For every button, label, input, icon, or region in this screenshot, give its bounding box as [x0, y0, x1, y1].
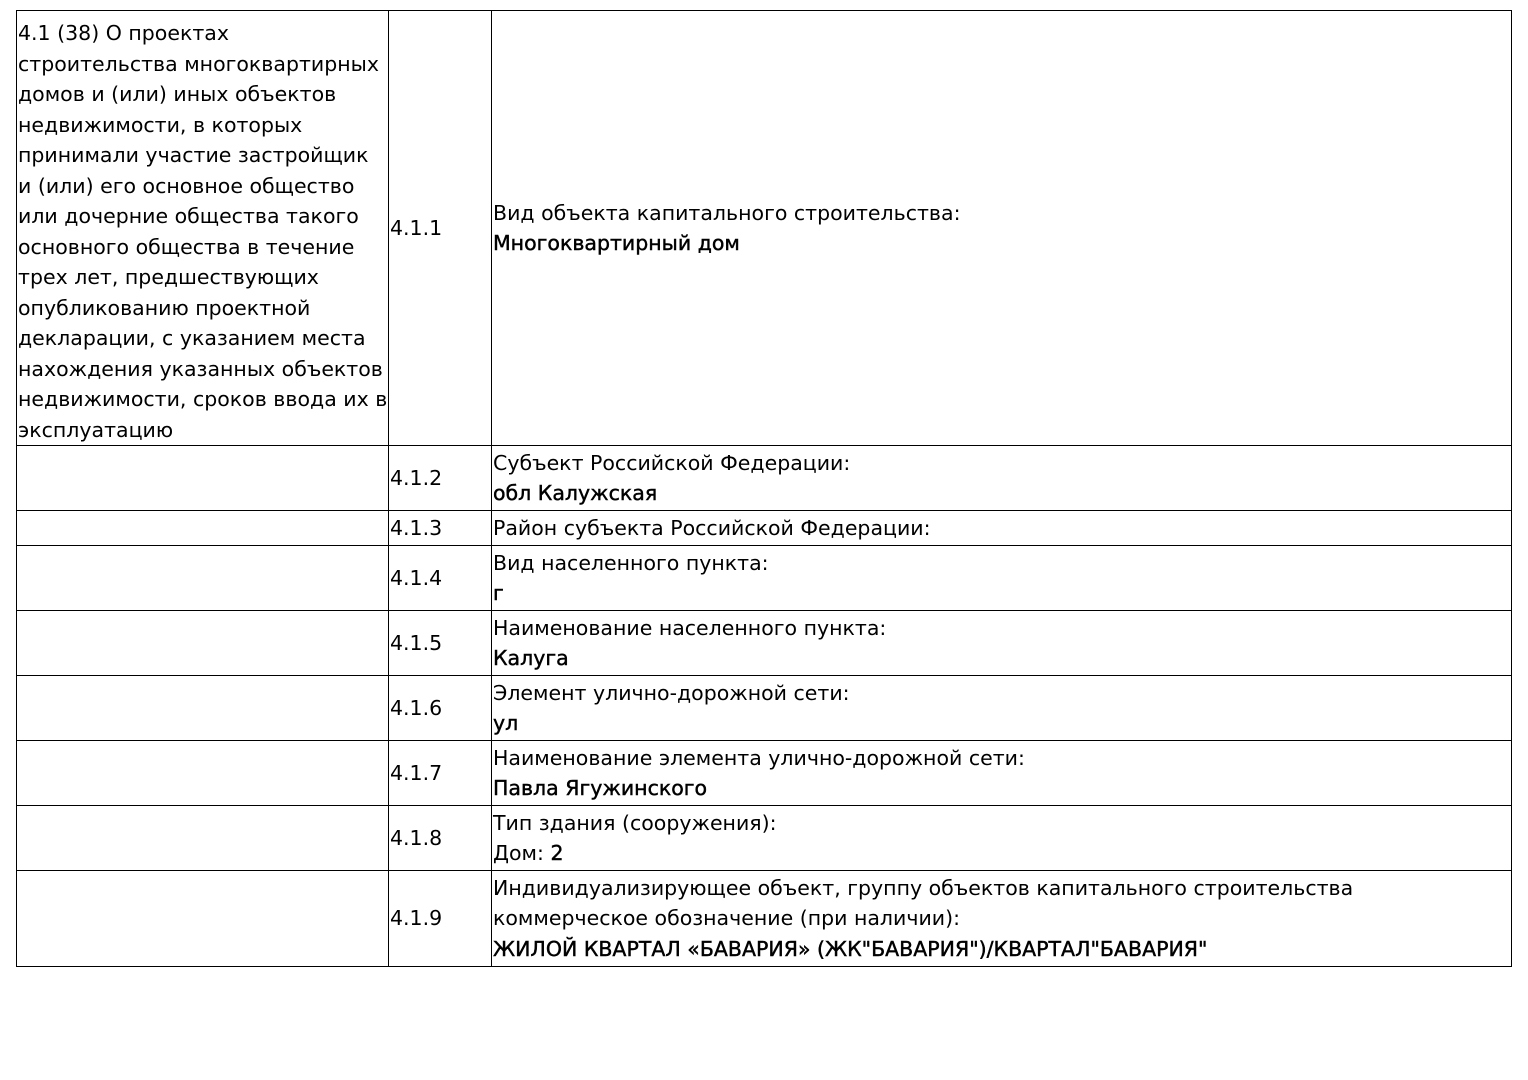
field-value: Калуга — [493, 646, 569, 670]
field-value: обл Калужская — [493, 481, 658, 505]
table-row — [17, 741, 1512, 806]
field-value: ЖИЛОЙ КВАРТАЛ «БАВАРИЯ» (ЖК"БАВАРИЯ")/КВАРТАЛ"БАВАРИЯ" — [493, 936, 1208, 961]
item-content-cell — [492, 511, 1512, 546]
item-code: 4.1.6 — [390, 695, 443, 720]
field-value-line — [493, 841, 564, 865]
table-row — [17, 871, 1512, 967]
item-code: 4.1.3 — [390, 515, 443, 540]
field-label: Элемент улично-дорожной сети: — [493, 680, 850, 705]
item-code-cell — [389, 11, 492, 446]
item-content-cell — [492, 446, 1512, 511]
empty-section-cell — [17, 611, 389, 676]
table-row — [17, 546, 1512, 611]
item-content-cell — [492, 546, 1512, 611]
item-code: 4.1.9 — [390, 906, 443, 931]
empty-section-cell — [17, 871, 389, 967]
item-code: 4.1.1 — [390, 215, 443, 240]
empty-section-cell — [17, 546, 389, 611]
item-code-cell — [389, 806, 492, 871]
item-content-cell — [492, 806, 1512, 871]
field-value: 2 — [550, 841, 564, 865]
item-code: 4.1.2 — [390, 465, 443, 490]
field-label: Район субъекта Российской Федерации: — [493, 515, 931, 540]
item-code-cell — [389, 741, 492, 806]
field-label: Вид населенного пункта: — [493, 550, 769, 575]
table-row — [17, 676, 1512, 741]
empty-section-cell — [17, 511, 389, 546]
field-value-prefix: Дом: — [493, 841, 551, 865]
item-content-cell — [492, 871, 1512, 967]
table-row — [17, 446, 1512, 511]
empty-section-cell — [17, 676, 389, 741]
item-code: 4.1.5 — [390, 630, 443, 655]
item-content-cell — [492, 676, 1512, 741]
field-label: Вид объекта капитального строительства: — [493, 200, 961, 225]
item-code: 4.1.8 — [390, 825, 443, 850]
table-row — [17, 511, 1512, 546]
field-label: Субъект Российской Федерации: — [493, 450, 851, 475]
field-value: ул — [493, 711, 519, 735]
item-code-cell — [389, 676, 492, 741]
empty-section-cell — [17, 741, 389, 806]
item-content-cell — [492, 11, 1512, 446]
section-title: 4.1 (38) О проектах строительства многоквартирных домов и (или) иных объектов недвижимости, в которых принимали участие застройщик и (или) его основное общество или дочерние общества такого основного общества в течение трех лет, предшествующих опубликованию проектной декларации, с указанием места нахождения указанных объектов недвижимости, сроков ввода их в эксплуатацию — [18, 21, 388, 442]
field-value: Многоквартирный дом — [493, 231, 740, 255]
item-content-cell — [492, 611, 1512, 676]
section-title-cell — [17, 11, 389, 446]
item-code-cell — [389, 611, 492, 676]
field-label: Наименование населенного пункта: — [493, 615, 887, 640]
field-value: Павла Ягужинского — [493, 776, 708, 800]
item-code-cell — [389, 546, 492, 611]
item-code-cell — [389, 511, 492, 546]
table-row — [17, 11, 1512, 446]
item-code-cell — [389, 871, 492, 967]
table-row — [17, 611, 1512, 676]
field-label: Тип здания (сооружения): — [493, 810, 777, 835]
table-row — [17, 806, 1512, 871]
empty-section-cell — [17, 806, 389, 871]
item-content-cell — [492, 741, 1512, 806]
field-label: Наименование элемента улично-дорожной сети: — [493, 745, 1025, 770]
item-code: 4.1.4 — [390, 565, 443, 590]
item-code: 4.1.7 — [390, 760, 443, 785]
empty-section-cell — [17, 446, 389, 511]
item-code-cell — [389, 446, 492, 511]
declaration-table — [16, 10, 1512, 967]
field-label: Индивидуализирующее объект, группу объектов капитального строительства коммерческое обозначение (при наличии): — [493, 875, 1354, 931]
field-value: г — [493, 581, 504, 605]
